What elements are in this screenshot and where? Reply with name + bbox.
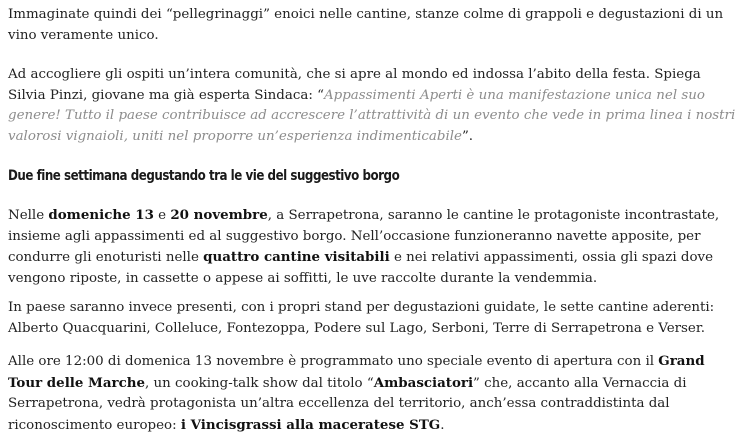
paragraph-mayor-quote (8, 65, 738, 147)
text-run: Nelle (8, 208, 49, 223)
bold-date-13: domeniche 13 (48, 207, 154, 223)
paragraph-outro: ”. (461, 128, 474, 144)
paragraph-grand-tour (8, 351, 738, 436)
paragraph-pilgrimages (8, 5, 738, 46)
paragraph-intro: Ad accogliere gli ospiti un’intera comunità, che si apre al mondo ed indossa l’abito della festa. Spiega Silvia Pinzi, giovane ma già esperta Sindaca: “ (8, 67, 701, 103)
text-run: . (440, 417, 445, 433)
bold-vincisgrassi: i Vincisgrassi alla maceratese STG (180, 416, 441, 433)
bold-date-20: 20 novembre (170, 207, 268, 223)
bold-wineries: quattro cantine visitabili (203, 249, 390, 265)
text-run: e (153, 208, 171, 223)
mayor-quote: Appassimenti Aperti è una manifestazione unica nel suo genere! Tutto il paese contribuisce ad accrescere l’attrattività di un evento che vede in prima linea i nostri valorosi vignaioli, uniti nel proporre un’esperienza indimenticabile (8, 87, 736, 144)
bold-grand-tour: Grand Tour delle Marche (8, 353, 705, 391)
text-run: , a Serrapetrona, saranno le cantine le protagoniste incontrastate, insieme agli appassimenti ed al suggestivo borgo. Nell’occasione funzioneranno navette apposite, per condurre gli enoturisti nelle (8, 208, 720, 265)
text-run: e nei relativi appassimenti, ossia gli spazi dove vengono riposte, in cassette o appese ai soffitti, le uve raccolte durante la vendemmia. (8, 250, 713, 286)
paragraph-text: In paese saranno invece presenti, con i propri stand per degustazioni guidate, le sette cantine aderenti: Alberto Quacquarini, Colleluce, Fontezoppa, Podere sul Lago, Serboni, Terre di Serrapetrona e Verser. (8, 300, 715, 336)
paragraph-stands (8, 298, 738, 339)
paragraph-text: Immaginate quindi dei “pellegrinaggi” enoici nelle cantine, stanze colme di grappoli e degustazioni di un vino veramente unico. (8, 7, 724, 43)
paragraph-dates (8, 205, 738, 289)
text-run: ” che, accanto alla Vernaccia di Serrapetrona, vedrà protagonista un’altra eccellenza del territorio, anch’essa contraddistinta dal riconoscimento europeo: (8, 375, 687, 433)
text-run: Alle ore 12:00 di domenica 13 novembre è programmato uno speciale evento di apertura con il (8, 354, 659, 369)
section-heading: Due fine settimana degustando tra le vie del suggestivo borgo (8, 168, 400, 184)
bold-ambasciatori: Ambasciatori (373, 374, 474, 391)
text-run: , un cooking-talk show dal titolo “ (145, 375, 374, 391)
